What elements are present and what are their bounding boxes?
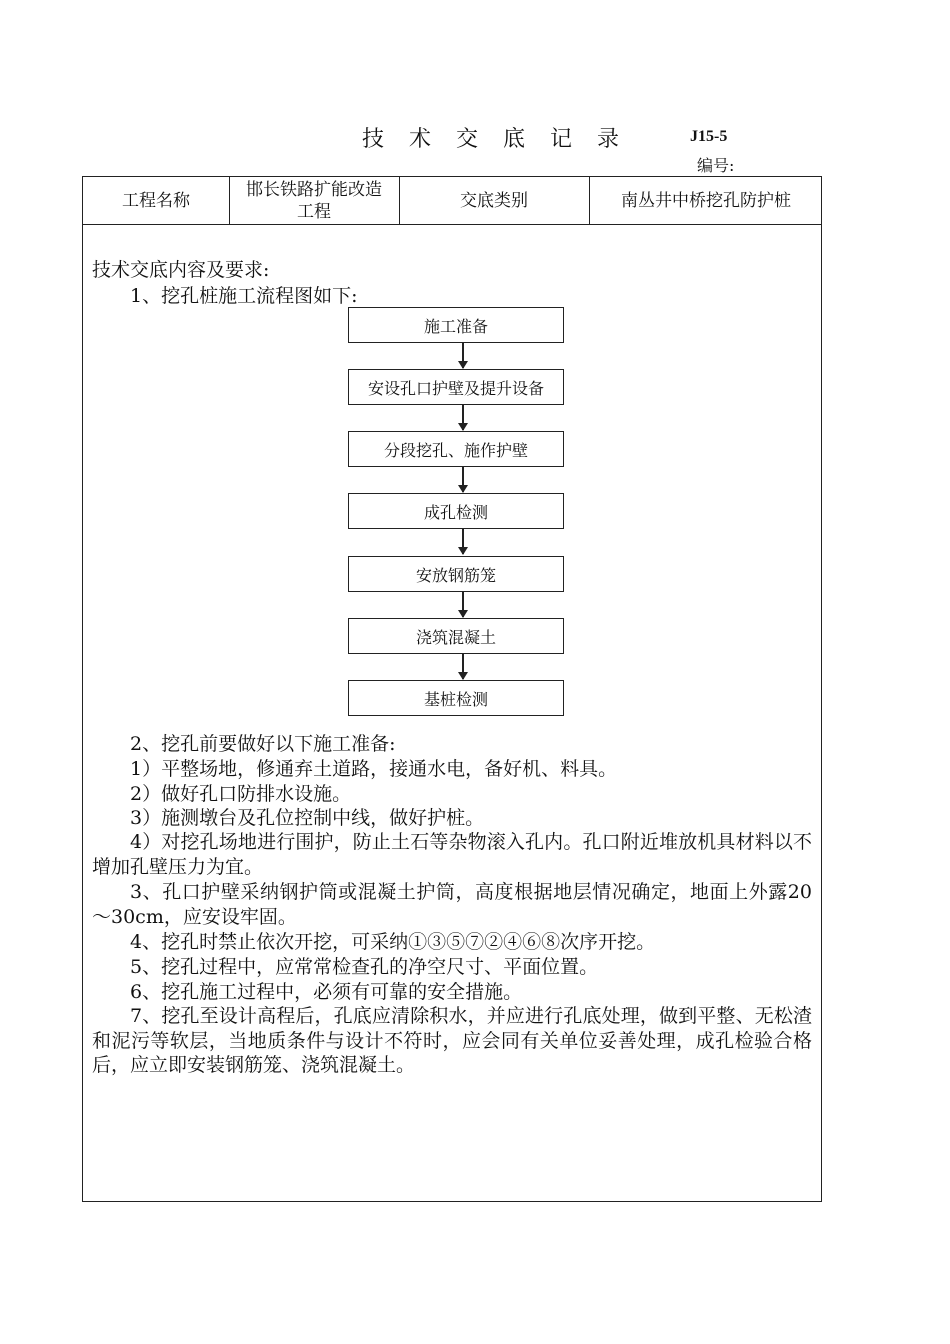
flow-step: 施工准备 bbox=[348, 307, 564, 343]
serial-number-label: 编号: bbox=[697, 156, 735, 175]
flow-arrow bbox=[462, 654, 464, 679]
project-name-value: 邯长铁路扩能改造工程 bbox=[246, 180, 382, 222]
flow-step: 成孔检测 bbox=[348, 493, 564, 529]
category-value: 南丛井中桥挖孔防护桩 bbox=[621, 191, 791, 211]
flow-step: 基桩检测 bbox=[348, 680, 564, 716]
document-title: 技 术 交 底 记 录 bbox=[362, 127, 628, 152]
content-heading: 技术交底内容及要求: bbox=[92, 259, 270, 281]
flow-arrow bbox=[462, 405, 464, 430]
paragraph: 6、挖孔施工过程中，必须有可靠的安全措施。 bbox=[130, 981, 523, 1003]
paragraph: 2、挖孔前要做好以下施工准备: bbox=[130, 733, 396, 755]
project-name-label: 工程名称 bbox=[122, 191, 190, 211]
document-code: J15-5 bbox=[690, 128, 728, 145]
flow-step: 安放钢筋笼 bbox=[348, 556, 564, 592]
flow-arrow bbox=[462, 529, 464, 554]
paragraph: 4）对挖孔场地进行围护，防止土石等杂物滚入孔内。孔口附近堆放机具材料以不增加孔壁压力为宜。 bbox=[92, 831, 812, 878]
flow-arrow bbox=[462, 343, 464, 368]
paragraph: 1）平整场地，修通弃土道路，接通水电，备好机、料具。 bbox=[130, 758, 618, 780]
flow-step: 浇筑混凝土 bbox=[348, 618, 564, 654]
paragraph: 7、挖孔至设计高程后，孔底应清除积水，并应进行孔底处理，做到平整、无松渣和泥污等软层，当地质条件与设计不符时，应会同有关单位妥善处理，成孔检验合格后，应立即安装钢筋笼、浇筑混凝土。 bbox=[92, 1005, 812, 1076]
flow-step: 分段挖孔、施作护壁 bbox=[348, 431, 564, 467]
flow-arrow bbox=[462, 592, 464, 617]
flow-step: 安设孔口护壁及提升设备 bbox=[348, 369, 564, 405]
flow-arrow bbox=[462, 467, 464, 492]
paragraph: 3）施测墩台及孔位控制中线，做好护桩。 bbox=[130, 807, 485, 829]
category-label: 交底类别 bbox=[460, 191, 528, 211]
paragraph: 5、挖孔过程中，应常常检查孔的净空尺寸、平面位置。 bbox=[130, 956, 599, 978]
paragraph: 4、挖孔时禁止依次开挖，可采纳①③⑤⑦②④⑥⑧次序开挖。 bbox=[130, 931, 656, 953]
header-row bbox=[83, 177, 821, 225]
item-1: 1、挖孔桩施工流程图如下: bbox=[130, 285, 358, 307]
paragraph: 2）做好孔口防排水设施。 bbox=[130, 783, 352, 805]
paragraph: 3、孔口护壁采纳钢护筒或混凝土护筒，高度根据地层情况确定，地面上外露20～30cm，应安设牢固。 bbox=[92, 881, 812, 928]
